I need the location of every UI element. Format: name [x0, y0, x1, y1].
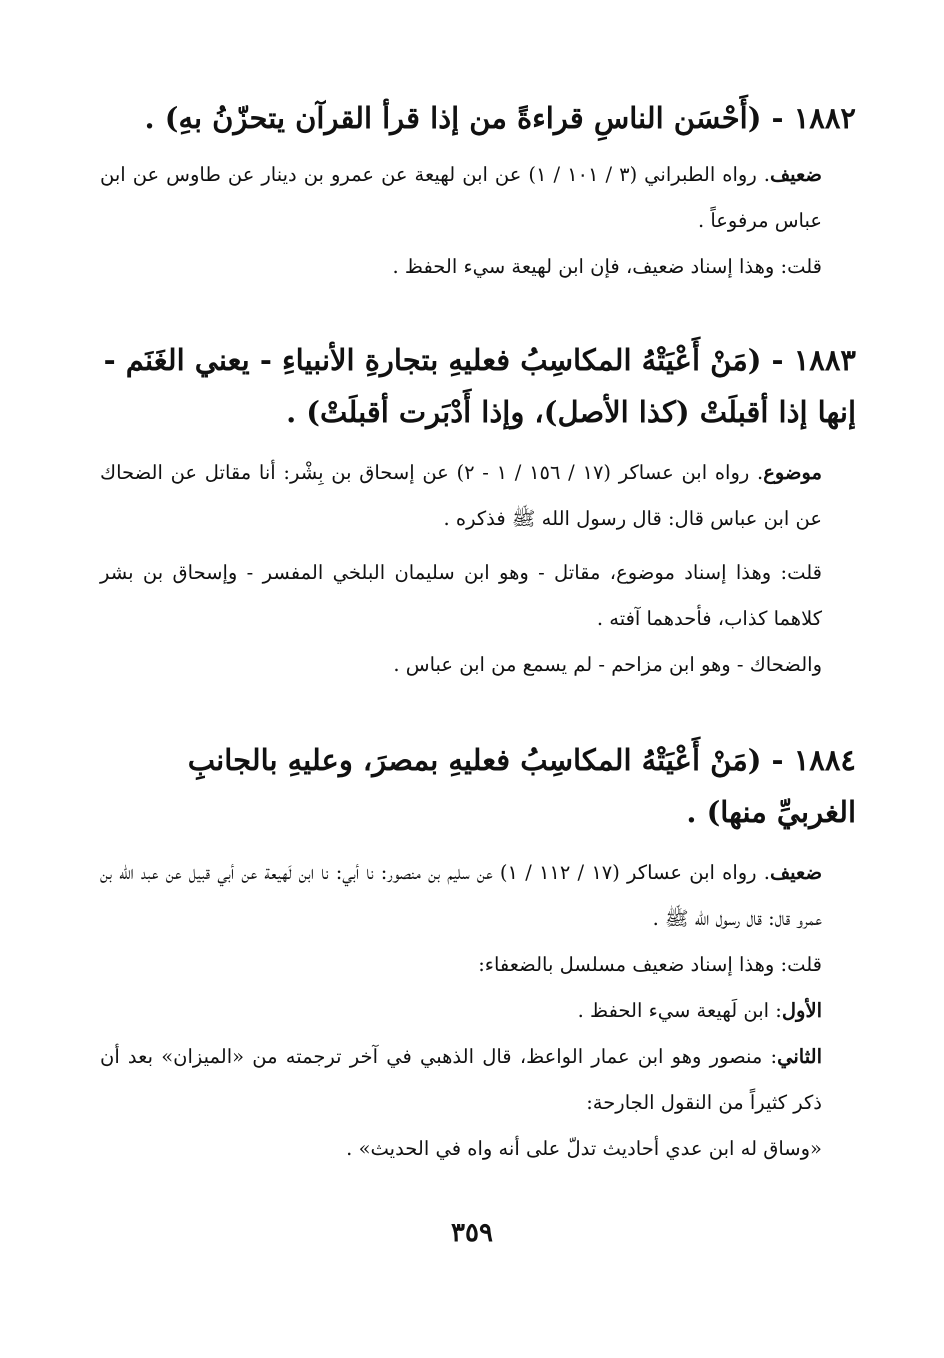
comment-paragraph	[100, 642, 856, 688]
paragraph-text: قلت: وهذا إسناد موضوع، مقاتل - وهو ابن سليمان البلخي المفسر - وإسحاق بن بشر كلاهما كذاب، فأحدهما آفته .	[100, 561, 822, 630]
paragraph-text: . رواه الطبراني (٣ / ١٠١ / ١) عن ابن لهيعة عن عمرو بن دينار عن طاوس عن ابن عباس مرفوعاً .	[100, 163, 822, 232]
hadith-heading: ١٨٨٣ - (مَنْ أَعْيَتْهُ المكاسِبُ فعليهِ بتجارةِ الأنبياءِ - يعني الغَنَم - إنها إذا أقبلَتْ (كذا الأصل)، وإذا أَدْبَرت أقبلَتْ) .	[103, 343, 856, 429]
comment-paragraph	[100, 1034, 856, 1126]
paragraph-text: . رواه ابن عساكر (١٧ / ١٥٦ / ١ - ٢) عن إسحاق بن بِشْر: أنا مقاتل عن الضحاك عن ابن عباس قال: قال رسول الله ﷺ فذكره .	[100, 461, 822, 530]
comment-paragraph	[100, 942, 856, 988]
hadith-heading: ١٨٨٢ - (أَحْسَن الناسِ قراءةً من إذا قرأ القرآن يتحزّنُ بهِ) .	[144, 101, 856, 135]
hadith-entry-1884	[100, 734, 856, 1172]
hadith-number: ١٨٨٢	[793, 101, 856, 135]
paragraph-text: : منصور وهو ابن عمار الواعظ، قال الذهبي في آخر ترجمته من «الميزان» بعد أن ذكر كثيراً من النقول الجارحة:	[100, 1045, 822, 1114]
comment-paragraph	[100, 244, 856, 290]
grade-label: ضعيف	[769, 861, 823, 884]
paragraph-text: . رواه ابن عساكر (١٧ / ١١٢ / ١) عن سليم بن منصور: نا أبي: نا ابن لَهيعة عن أبي قبيل عن عبد الله بن عمرو قال: قال رسول الله ﷺ .	[100, 861, 822, 930]
takhrij-paragraph	[100, 152, 856, 244]
comment-paragraph	[100, 988, 856, 1034]
hadith-text: (مَنْ أَعْيَتْهُ المكاسِبُ فعليهِ بمصرَ، وعليهِ بالجانبِ الغربيِّ منها) .	[187, 743, 856, 829]
takhrij-paragraph	[100, 450, 856, 542]
paragraph-text: والضحاك - وهو ابن مزاحم - لم يسمع من ابن عباس .	[393, 653, 822, 676]
grade-label: موضوع	[763, 461, 822, 484]
grade-label: الثاني	[777, 1045, 822, 1068]
hadith-entry-1882	[100, 92, 856, 290]
quote-paragraph	[100, 1126, 856, 1172]
takhrij-paragraph	[100, 850, 856, 942]
paragraph-text: : ابن لَهيعة سيء الحفظ .	[577, 999, 782, 1022]
hadith-heading: ١٨٨٤ - (مَنْ أَعْيَتْهُ المكاسِبُ فعليهِ بمصرَ، وعليهِ بالجانبِ الغربيِّ منها) .	[187, 743, 856, 829]
page-number: ٣٥٩	[451, 1218, 493, 1248]
grade-label: ضعيف	[769, 163, 822, 186]
paragraph-text: «وساق له ابن عدي أحاديث تدلّ على أنه واه في الحديث» .	[346, 1137, 822, 1160]
paragraph-text: قلت: وهذا إسناد ضعيف مسلسل بالضعفاء:	[478, 953, 822, 976]
hadith-number: ١٨٨٣	[793, 343, 856, 377]
hadith-text: (أَحْسَن الناسِ قراءةً من إذا قرأ القرآن يتحزّنُ بهِ) .	[144, 101, 762, 135]
comment-paragraph	[100, 550, 856, 642]
paragraph-text: قلت: وهذا إسناد ضعيف، فإن ابن لهيعة سيء الحفظ .	[392, 255, 822, 278]
hadith-number: ١٨٨٤	[793, 743, 856, 777]
hadith-entry-1883	[100, 334, 856, 688]
grade-label: الأول	[781, 999, 822, 1022]
hadith-text: (مَنْ أَعْيَتْهُ المكاسِبُ فعليهِ بتجارةِ الأنبياءِ - يعني الغَنَم - إنها إذا أقبلَتْ (كذا الأصل)، وإذا أَدْبَرت أقبلَتْ) .	[103, 343, 856, 429]
